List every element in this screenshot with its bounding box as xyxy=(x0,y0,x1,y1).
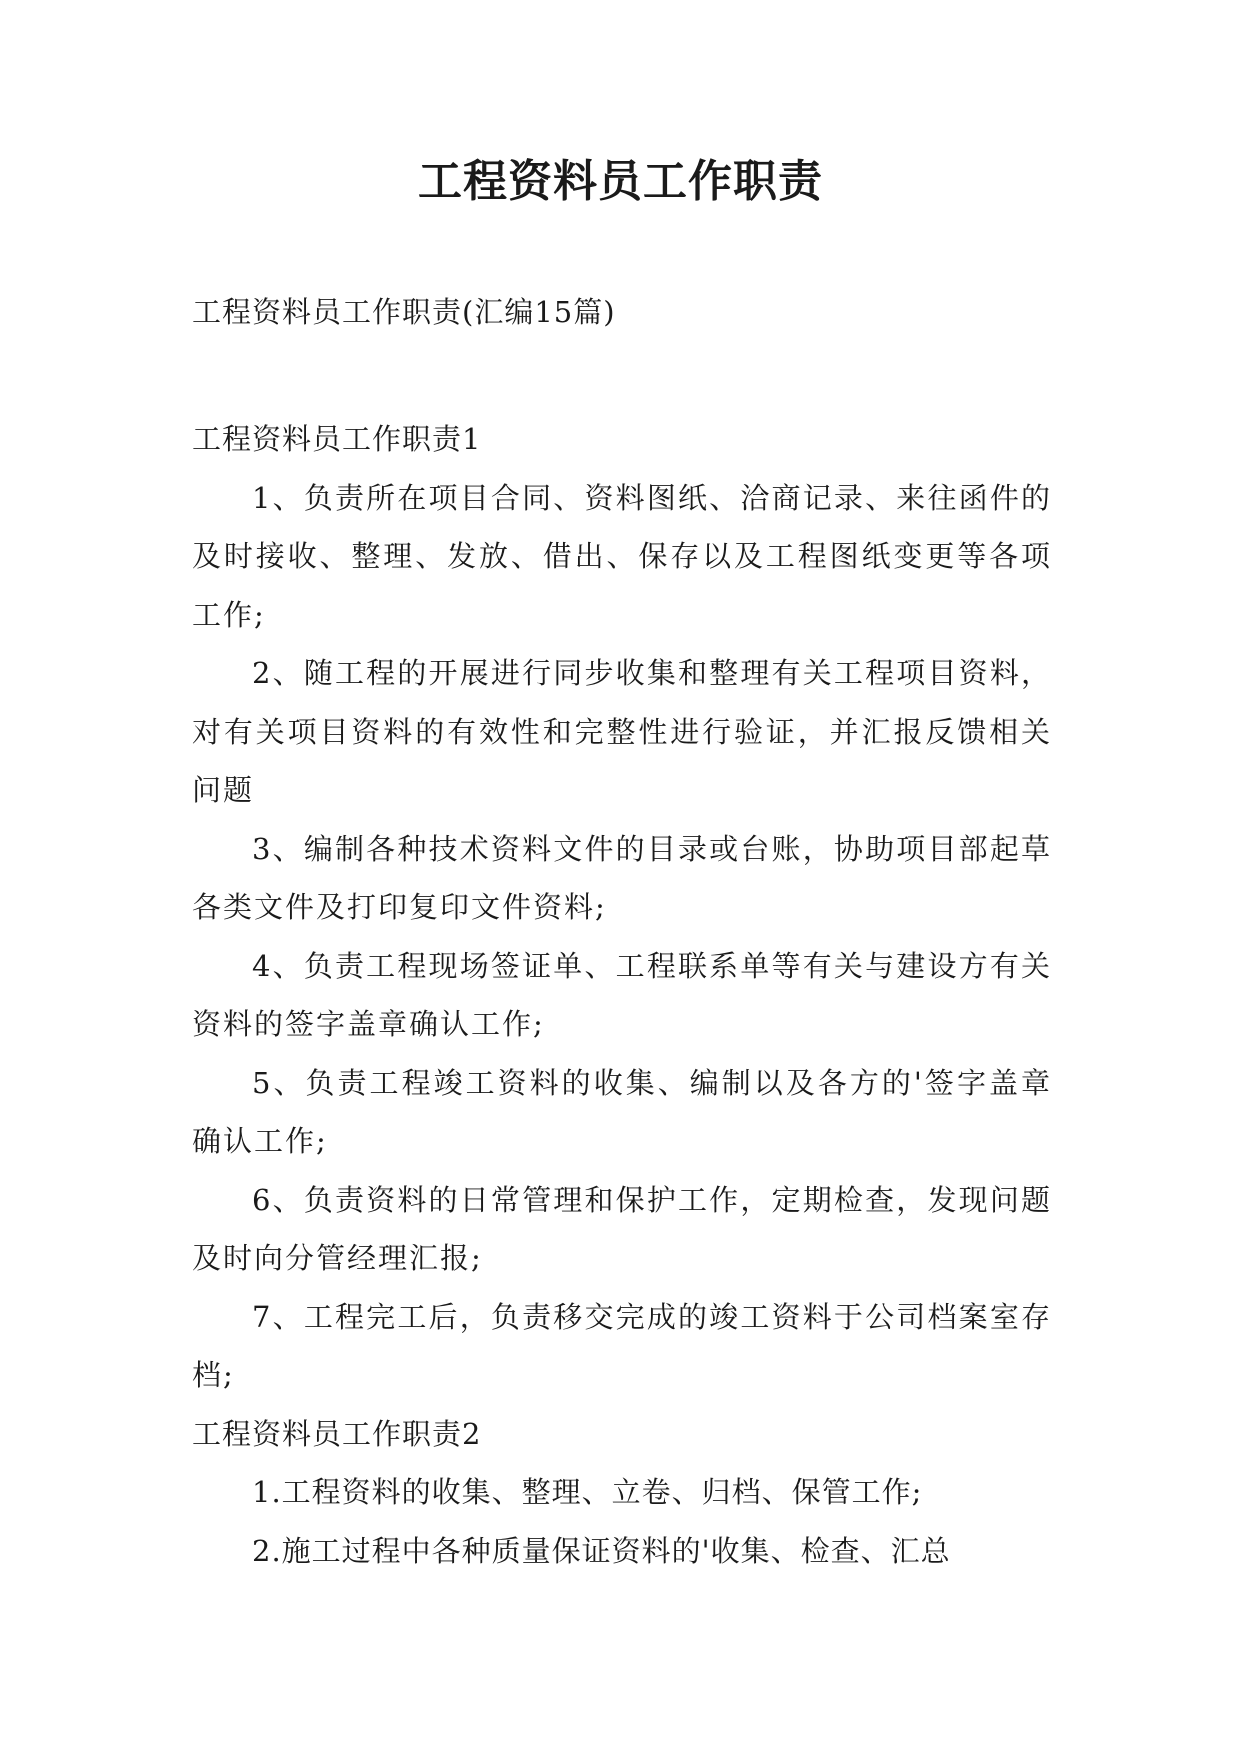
paragraph-item: 2、随工程的开展进行同步收集和整理有关工程项目资料，对有关项目资料的有效性和完整性进行验证，并汇报反馈相关问题 xyxy=(192,656,1052,807)
section-heading: 工程资料员工作职责1 xyxy=(192,422,482,456)
paragraph-item: 1、负责所在项目合同、资料图纸、洽商记录、来往函件的及时接收、整理、发放、借出、保存以及工程图纸变更等各项工作; xyxy=(192,480,1052,632)
section-heading: 工程资料员工作职责2 xyxy=(192,1416,482,1451)
document-title: 工程资料员工作职责 xyxy=(418,156,823,207)
document-body xyxy=(192,410,1052,1580)
document-subtitle: 工程资料员工作职责(汇编15篇) xyxy=(192,295,616,329)
paragraph-item: 1.工程资料的收集、整理、立卷、归档、保管工作; xyxy=(252,1475,923,1509)
paragraph-item: 4、负责工程现场签证单、工程联系单等有关与建设方有关资料的签字盖章确认工作; xyxy=(192,948,1052,1041)
paragraph-item: 2.施工过程中各种质量保证资料的'收集、检查、汇总 xyxy=(252,1533,951,1568)
paragraph-item: 6、负责资料的日常管理和保护工作，定期检查，发现问题及时向分管经理汇报; xyxy=(192,1182,1052,1275)
paragraph-item: 3、编制各种技术资料文件的目录或台账，协助项目部起草各类文件及打印复印文件资料; xyxy=(192,831,1052,924)
paragraph-item: 7、工程完工后，负责移交完成的竣工资料于公司档案室存档; xyxy=(192,1299,1052,1392)
paragraph-item: 5、负责工程竣工资料的收集、编制以及各方的'签字盖章确认工作; xyxy=(192,1065,1052,1158)
